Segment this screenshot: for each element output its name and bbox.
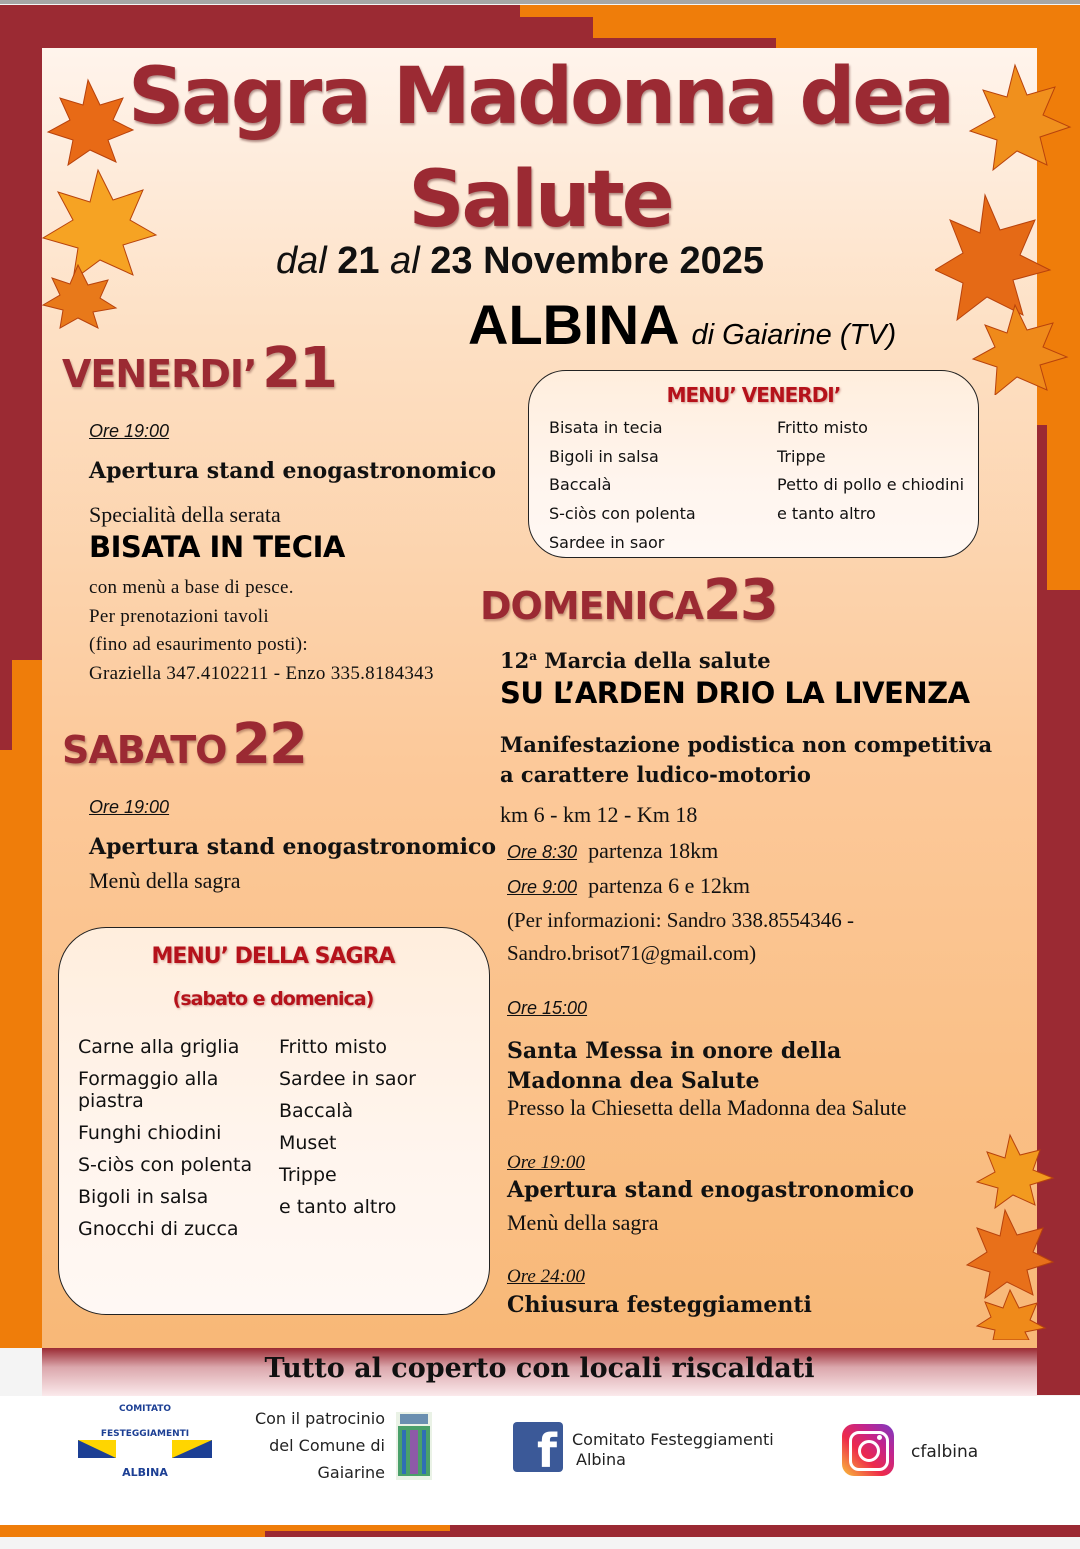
stand-sub: Menù della sagra bbox=[507, 1210, 659, 1235]
menu-friday-col1 bbox=[549, 414, 696, 558]
instagram-icon[interactable] bbox=[842, 1424, 894, 1476]
menu-item: Sardee in saor bbox=[549, 532, 665, 552]
friday-time: Ore 19:00 bbox=[89, 421, 170, 441]
stand-time: Ore 19:00 bbox=[507, 1152, 585, 1173]
marcia-label: Marcia della salute bbox=[544, 648, 771, 673]
close-time: Ore 24:00 bbox=[507, 1266, 585, 1287]
menu-friday-title: MENU’ VENERDI’ bbox=[666, 383, 841, 407]
dates-month-year: Novembre 2025 bbox=[483, 240, 765, 282]
start2-text: partenza 6 e 12km bbox=[588, 872, 751, 898]
friday-info-line: con menù a base di pesce. bbox=[89, 577, 294, 598]
saturday-day: SABATO bbox=[62, 728, 227, 772]
gaiarine-coat-of-arms-icon bbox=[396, 1412, 432, 1480]
patronage-text bbox=[230, 1405, 385, 1486]
menu-item: Sardee in saor bbox=[279, 1068, 416, 1090]
maple-leaves-bottom-right-icon bbox=[965, 1130, 1055, 1340]
saturday-event: Apertura stand enogastronomico bbox=[89, 834, 497, 860]
info-email[interactable]: Sandro.brisot71@gmail.com) bbox=[507, 940, 757, 965]
menu-item: Funghi chiodini bbox=[78, 1122, 222, 1144]
marcia-desc-line: a carattere ludico-motorio bbox=[500, 762, 811, 787]
menu-item: Gnocchi di zucca bbox=[78, 1218, 239, 1240]
menu-item: Baccalà bbox=[279, 1100, 354, 1122]
mass-line: Madonna dea Salute bbox=[507, 1068, 760, 1094]
event-title-line1: Sagra Madonna dea bbox=[128, 52, 952, 142]
menu-item: Carne alla griglia bbox=[78, 1036, 240, 1058]
friday-event: Apertura stand enogastronomico bbox=[89, 458, 497, 484]
marcia-name: SU L’ARDEN DRIO LA LIVENZA bbox=[500, 676, 970, 710]
bottom-strip-step2 bbox=[265, 1531, 450, 1537]
menu-item: Bigoli in salsa bbox=[549, 446, 659, 466]
dates-from-word: dal bbox=[275, 240, 327, 282]
friday-num: 21 bbox=[262, 336, 337, 401]
friday-booking-info bbox=[89, 574, 434, 688]
marcia-description bbox=[500, 730, 992, 790]
menu-friday-col2 bbox=[777, 414, 964, 529]
friday-heading bbox=[62, 336, 336, 401]
dates-to-day: 23 bbox=[430, 240, 473, 282]
event-location bbox=[468, 292, 896, 357]
friday-day: VENERDI’ bbox=[62, 352, 257, 396]
menu-item: Bigoli in salsa bbox=[78, 1186, 209, 1208]
friday-phone-line: Graziella 347.4102211 - Enzo 335.8184343 bbox=[89, 662, 434, 684]
stand-event: Apertura stand enogastronomico bbox=[507, 1177, 915, 1203]
menu-item: Fritto misto bbox=[279, 1036, 387, 1058]
saturday-heading bbox=[62, 712, 306, 777]
facebook-line: Albina bbox=[576, 1450, 626, 1469]
menu-item: e tanto altro bbox=[777, 504, 876, 524]
logo-bottom-text: ALBINA bbox=[122, 1466, 168, 1479]
mass-event bbox=[507, 1036, 841, 1096]
sunday-day: DOMENICA bbox=[480, 584, 703, 628]
friday-info-line: (fino ad esaurimento posti): bbox=[89, 634, 308, 655]
friday-info-line: Per prenotazioni tavoli bbox=[89, 605, 269, 627]
menu-sagra-subtitle: (sabato e domenica) bbox=[172, 988, 374, 1010]
logo-top-text: COMITATO bbox=[118, 1404, 172, 1414]
sunday-heading bbox=[480, 568, 777, 633]
menu-sagra-title: MENU’ DELLA SAGRA bbox=[151, 944, 395, 969]
frame-left-orange bbox=[0, 660, 42, 1348]
frame-left-step bbox=[0, 610, 12, 750]
location-sub: di Gaiarine (TV) bbox=[691, 319, 897, 351]
saturday-time: Ore 19:00 bbox=[89, 797, 170, 817]
menu-item: Baccalà bbox=[549, 475, 612, 495]
comitato-logo bbox=[78, 1404, 212, 1484]
menu-item: Formaggio alla piastra bbox=[78, 1068, 219, 1112]
sunday-num: 23 bbox=[702, 568, 777, 633]
frame-top-step2 bbox=[593, 38, 776, 48]
friday-special-dish: BISATA IN TECIA bbox=[89, 530, 345, 564]
event-dates bbox=[0, 240, 1040, 283]
menu-item: e tanto altro bbox=[279, 1196, 397, 1218]
saturday-sub: Menù della sagra bbox=[89, 868, 241, 893]
menu-item: Petto di pollo e chiodini bbox=[777, 475, 965, 495]
start2-time: Ore 9:00 bbox=[507, 876, 578, 897]
banner-text: Tutto al coperto con locali riscaldati bbox=[264, 1353, 815, 1384]
top-divider bbox=[0, 0, 1080, 4]
mass-place: Presso la Chiesetta della Madonna dea Salute bbox=[507, 1095, 907, 1120]
logo-flag-icon bbox=[78, 1440, 212, 1460]
close-event: Chiusura festeggiamenti bbox=[507, 1292, 812, 1318]
facebook-line: Comitato Festeggiamenti bbox=[572, 1430, 774, 1449]
mass-time: Ore 15:00 bbox=[507, 998, 588, 1018]
event-title-line2: Salute bbox=[408, 155, 672, 245]
friday-special-label: Specialità della serata bbox=[89, 502, 281, 527]
marcia-ordinal: a bbox=[529, 649, 538, 663]
marcia-desc-line: Manifestazione podistica non competitiva bbox=[500, 732, 993, 757]
patronage-line: Gaiarine bbox=[317, 1463, 385, 1482]
start1-time: Ore 8:30 bbox=[507, 842, 578, 862]
marcia-starts bbox=[507, 835, 854, 969]
menu-item: Muset bbox=[279, 1132, 337, 1154]
menu-sagra-col1 bbox=[78, 1036, 268, 1240]
dates-to-word: al bbox=[390, 240, 420, 282]
bottom-strip-maroon bbox=[450, 1525, 1080, 1537]
logo-mid-text: FESTEGGIAMENTI bbox=[100, 1429, 190, 1439]
dates-from-day: 21 bbox=[337, 240, 380, 282]
frame-top-maroon bbox=[0, 5, 520, 48]
marcia-title bbox=[500, 648, 771, 673]
instagram-handle[interactable]: cfalbina bbox=[911, 1442, 979, 1462]
marcia-distances: km 6 - km 12 - Km 18 bbox=[500, 802, 698, 827]
start1-text: partenza 18km bbox=[588, 838, 719, 863]
menu-item: Fritto misto bbox=[777, 418, 868, 437]
saturday-num: 22 bbox=[232, 712, 306, 777]
frame-top-step bbox=[520, 17, 593, 48]
location-name: ALBINA bbox=[468, 293, 680, 356]
menu-item: Trippe bbox=[279, 1164, 337, 1186]
marcia-number: 12 bbox=[500, 648, 530, 673]
patronage-line: Con il patrocinio bbox=[254, 1409, 385, 1428]
info-line: (Per informazioni: Sandro 338.8554346 - bbox=[507, 908, 855, 932]
mass-line: Santa Messa in onore della bbox=[507, 1038, 842, 1064]
menu-item: S-ciòs con polenta bbox=[549, 504, 696, 524]
facebook-icon[interactable]: f bbox=[513, 1422, 563, 1472]
menu-item: Bisata in tecia bbox=[549, 418, 663, 437]
menu-item: Trippe bbox=[777, 446, 826, 466]
patronage-line: del Comune di bbox=[269, 1436, 385, 1455]
facebook-page[interactable] bbox=[572, 1430, 774, 1470]
menu-sagra-col2 bbox=[279, 1036, 416, 1218]
frame-right-step bbox=[1047, 425, 1080, 590]
menu-item: S-ciòs con polenta bbox=[78, 1154, 253, 1176]
